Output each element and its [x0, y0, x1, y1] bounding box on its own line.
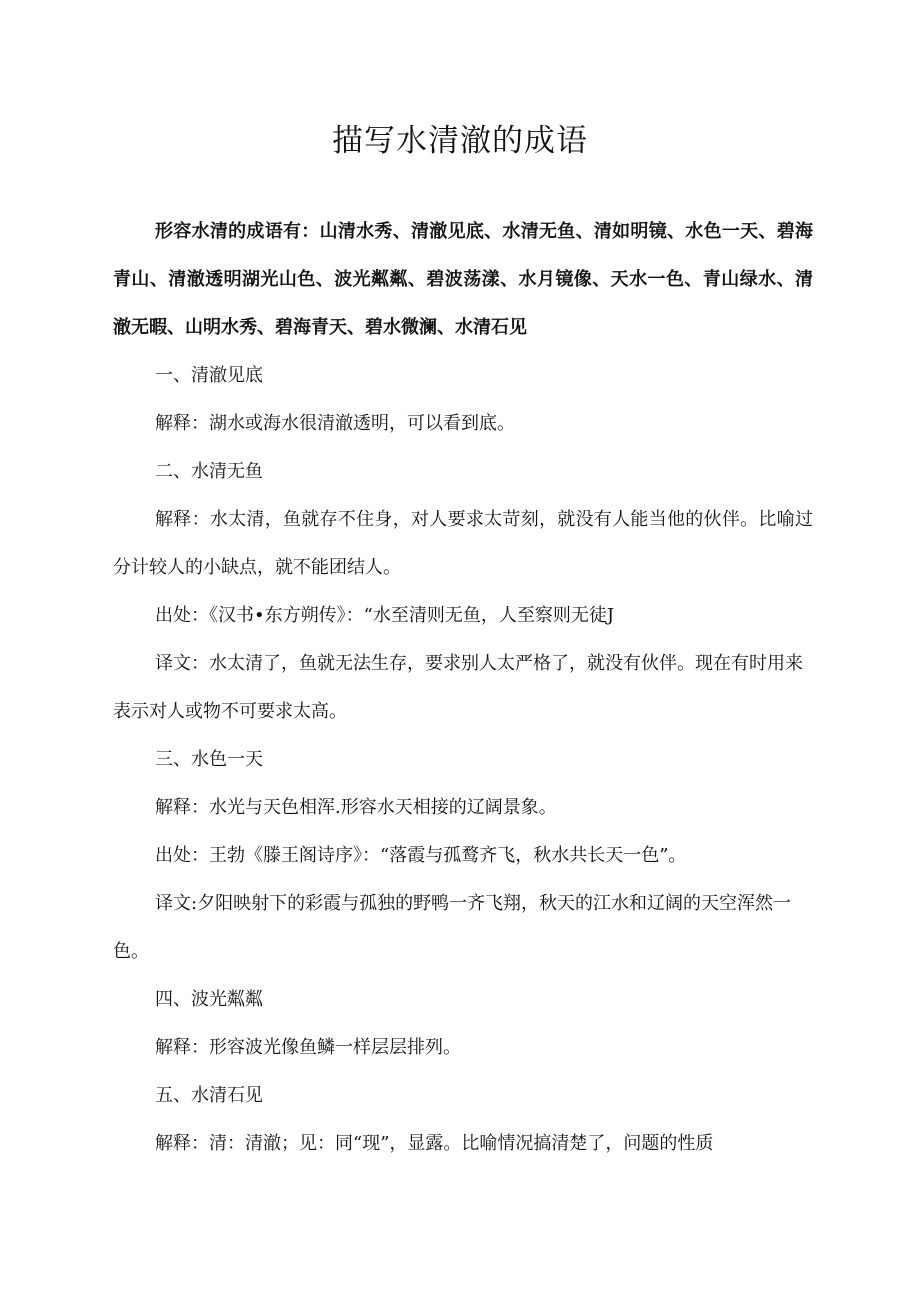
translation-3: 译文:夕阳映射下的彩霞与孤独的野鸭一齐飞翔，秋天的江水和辽阔的天空浑然一色。 — [113, 893, 792, 962]
heading-4: 四、波光粼粼 — [155, 989, 263, 1010]
document-body — [113, 208, 813, 1168]
explanation-5: 解释：清：清澈；见：同“现”，显露。比喻情况搞清楚了，问题的性质 — [155, 1133, 714, 1154]
intro-paragraph: 形容水清的成语有：山清水秀、清澈见底、水清无鱼、清如明镜、水色一天、碧海青山、清澈透明湖光山色、波光粼粼、碧波荡漾、水月镜像、天水一色、青山绿水、清澈无暇、山明水秀、碧海青天、碧水微澜、水清石见 — [113, 221, 813, 338]
explanation-2: 解释：水太清，鱼就存不住身，对人要求太苛刻，就没有人能当他的伙伴。比喻过分计较人的小缺点，就不能团结人。 — [113, 509, 813, 578]
heading-1: 一、清澈见底 — [155, 365, 263, 386]
translation-2: 译文：水太清了，鱼就无法生存，要求别人太严格了，就没有伙伴。现在有时用来表示对人或物不可要求太高。 — [113, 653, 803, 722]
explanation-3: 解释：水光与天色相浑.形容水天相接的辽阔景象。 — [155, 797, 557, 818]
explanation-1: 解释：湖水或海水很清澈透明，可以看到底。 — [155, 413, 515, 434]
source-2: 出处：《汉书•东方朔传》：“水至清则无鱼，人至察则无徒J — [155, 605, 615, 626]
heading-5: 五、水清石见 — [155, 1085, 263, 1106]
document-title: 描写水清澈的成语 — [332, 123, 588, 159]
source-3: 出处：王勃《滕王阁诗序》：“落霞与孤鹜齐飞，秋水共长天一色”。 — [155, 845, 687, 866]
explanation-4: 解释：形容波光像鱼鳞一样层层排列。 — [155, 1037, 461, 1058]
heading-3: 三、水色一天 — [155, 749, 263, 770]
heading-2: 二、水清无鱼 — [155, 461, 263, 482]
